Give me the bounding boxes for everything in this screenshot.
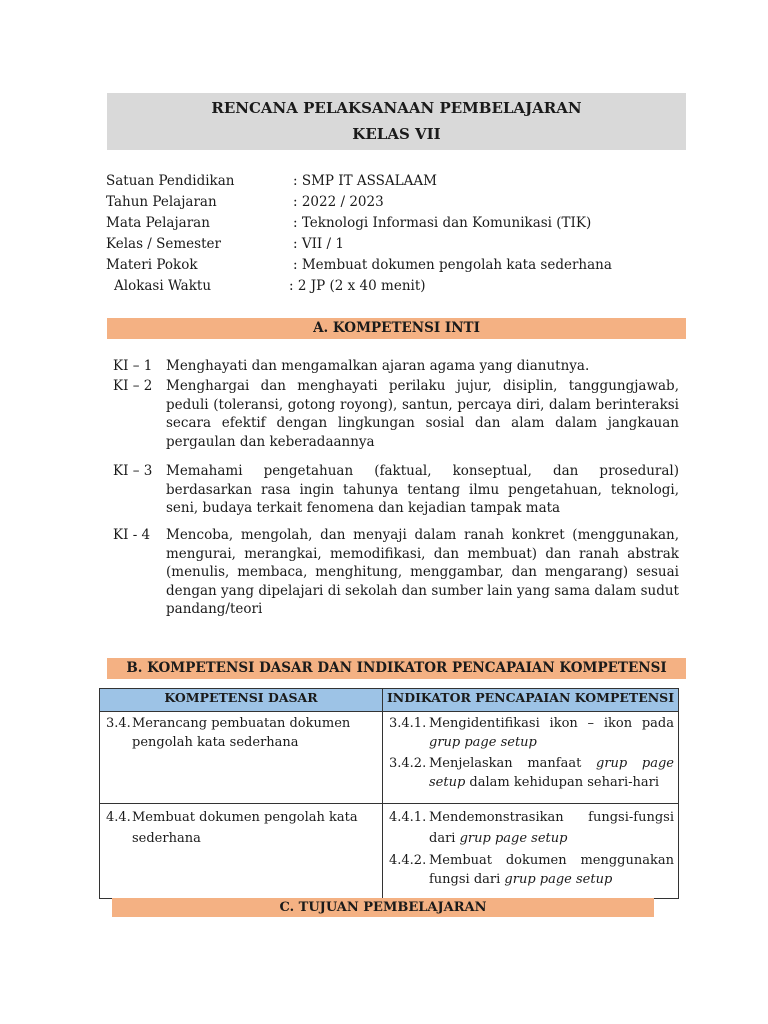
section-b-heading: B. KOMPETENSI DASAR DAN INDIKATOR PENCAPAIAN KOMPETENSI — [107, 658, 686, 679]
ki-text: Memahami pengetahuan (faktual, konseptual, dan prosedural) berdasarkan rasa ingin tahunya tentang ilmu pengetahuan, teknologi, seni, budaya terkait fenomena dan kejadian tampak mata — [166, 463, 679, 516]
indicator-number: 4.4.2. — [389, 853, 427, 868]
ki-item — [113, 462, 679, 518]
column-header: KOMPETENSI DASAR — [100, 689, 383, 712]
column-header: INDIKATOR PENCAPAIAN KOMPETENSI — [383, 689, 679, 712]
kd-number: 4.4. — [106, 810, 131, 825]
indicator-number: 3.4.2. — [389, 756, 427, 771]
identity-label: Materi Pokok — [106, 257, 198, 273]
indicator-item — [389, 852, 674, 889]
indicator-cell — [383, 804, 679, 899]
indicator-emphasis: grup page setup — [504, 871, 613, 887]
identity-value: : SMP IT ASSALAAM — [293, 173, 437, 189]
document-title: RENCANA PELAKSANAAN PEMBELAJARAN — [211, 99, 582, 117]
identity-label: Alokasi Waktu — [114, 278, 212, 294]
indicator-emphasis: grup page setup — [429, 734, 537, 750]
indicator-item — [389, 755, 674, 792]
indicator-number: 4.4.1. — [389, 810, 427, 825]
table-header-row — [100, 689, 679, 712]
identity-row — [106, 255, 706, 276]
indicator-item — [389, 715, 674, 752]
title-block — [107, 93, 686, 150]
ki-code: KI – 2 — [113, 378, 153, 394]
identity-value: : Teknologi Informasi dan Komunikasi (TIK) — [293, 215, 592, 231]
competency-table — [99, 688, 679, 899]
indicator-item — [389, 807, 674, 849]
indicator-text: Menjelaskan manfaat — [429, 756, 597, 771]
indicator-text: Membuat dokumen menggunakan fungsi dari — [429, 853, 674, 887]
ki-text: Menghargai dan menghayati perilaku jujur, disiplin, tanggungjawab, peduli (toleransi, gotong royong), santun, percaya diri, dalam berinteraksi secara efektif dengan lingkungan sosial dan alam dalam jangkauan pergaulan dan keberadaannya — [166, 378, 679, 450]
identity-value: : Membuat dokumen pengolah kata sederhana — [293, 257, 612, 273]
indicator-text: Mengidentifikasi ikon – ikon pada — [429, 716, 674, 731]
identity-label: Tahun Pelajaran — [106, 194, 217, 210]
identity-row — [106, 192, 706, 213]
indicator-cell — [383, 712, 679, 804]
indicator-emphasis: grup page setup — [459, 831, 568, 846]
ki-code: KI - 4 — [113, 527, 151, 543]
indicator-emphasis: grup page setup — [429, 756, 675, 790]
identity-row — [106, 171, 706, 192]
identity-label: Mata Pelajaran — [106, 215, 210, 231]
identity-value: : VII / 1 — [293, 236, 344, 252]
section-a-heading: A. KOMPETENSI INTI — [107, 318, 686, 339]
table-row — [100, 712, 679, 804]
identity-value: : 2022 / 2023 — [293, 194, 384, 210]
kd-cell — [100, 804, 383, 899]
ki-text: Menghayati dan mengamalkan ajaran agama yang dianutnya. — [166, 358, 590, 374]
ki-code: KI – 3 — [113, 463, 153, 479]
kd-text: Membuat dokumen pengolah kata sederhana — [132, 810, 358, 846]
identity-list — [106, 171, 706, 297]
ki-text: Mencoba, mengolah, dan menyaji dalam ranah konkret (menggunakan, mengurai, merangkai, memodifikasi, dan membuat) dan ranah abstrak (menulis, membaca, menghitung, menggambar, dan mengarang) sesuai dengan yang dipelajari di sekolah dan sumber lain yang sama dalam sudut pandang/teori — [166, 527, 679, 617]
ki-item — [113, 377, 679, 451]
ki-item — [113, 357, 679, 376]
indicator-text: Mendemonstrasikan fungsi-fungsi dari — [429, 810, 674, 846]
kd-text: Merancang pembuatan dokumen pengolah kata sederhana — [132, 716, 351, 750]
identity-label: Satuan Pendidikan — [106, 173, 235, 189]
kd-cell — [100, 712, 383, 804]
ki-code: KI – 1 — [113, 358, 153, 374]
identity-row — [106, 276, 706, 297]
indicator-text: dalam kehidupan sehari-hari — [465, 774, 659, 790]
table-row — [100, 804, 679, 899]
kd-item — [106, 807, 378, 849]
kd-number: 3.4. — [106, 716, 131, 731]
identity-row — [106, 213, 706, 234]
identity-label: Kelas / Semester — [106, 236, 221, 252]
section-c-heading: C. TUJUAN PEMBELAJARAN — [112, 898, 654, 917]
identity-value: : 2 JP (2 x 40 menit) — [289, 278, 426, 294]
indicator-number: 3.4.1. — [389, 716, 427, 731]
identity-row — [106, 234, 706, 255]
ki-item — [113, 526, 679, 619]
document-subtitle: KELAS VII — [352, 125, 441, 143]
kd-item — [106, 715, 378, 752]
